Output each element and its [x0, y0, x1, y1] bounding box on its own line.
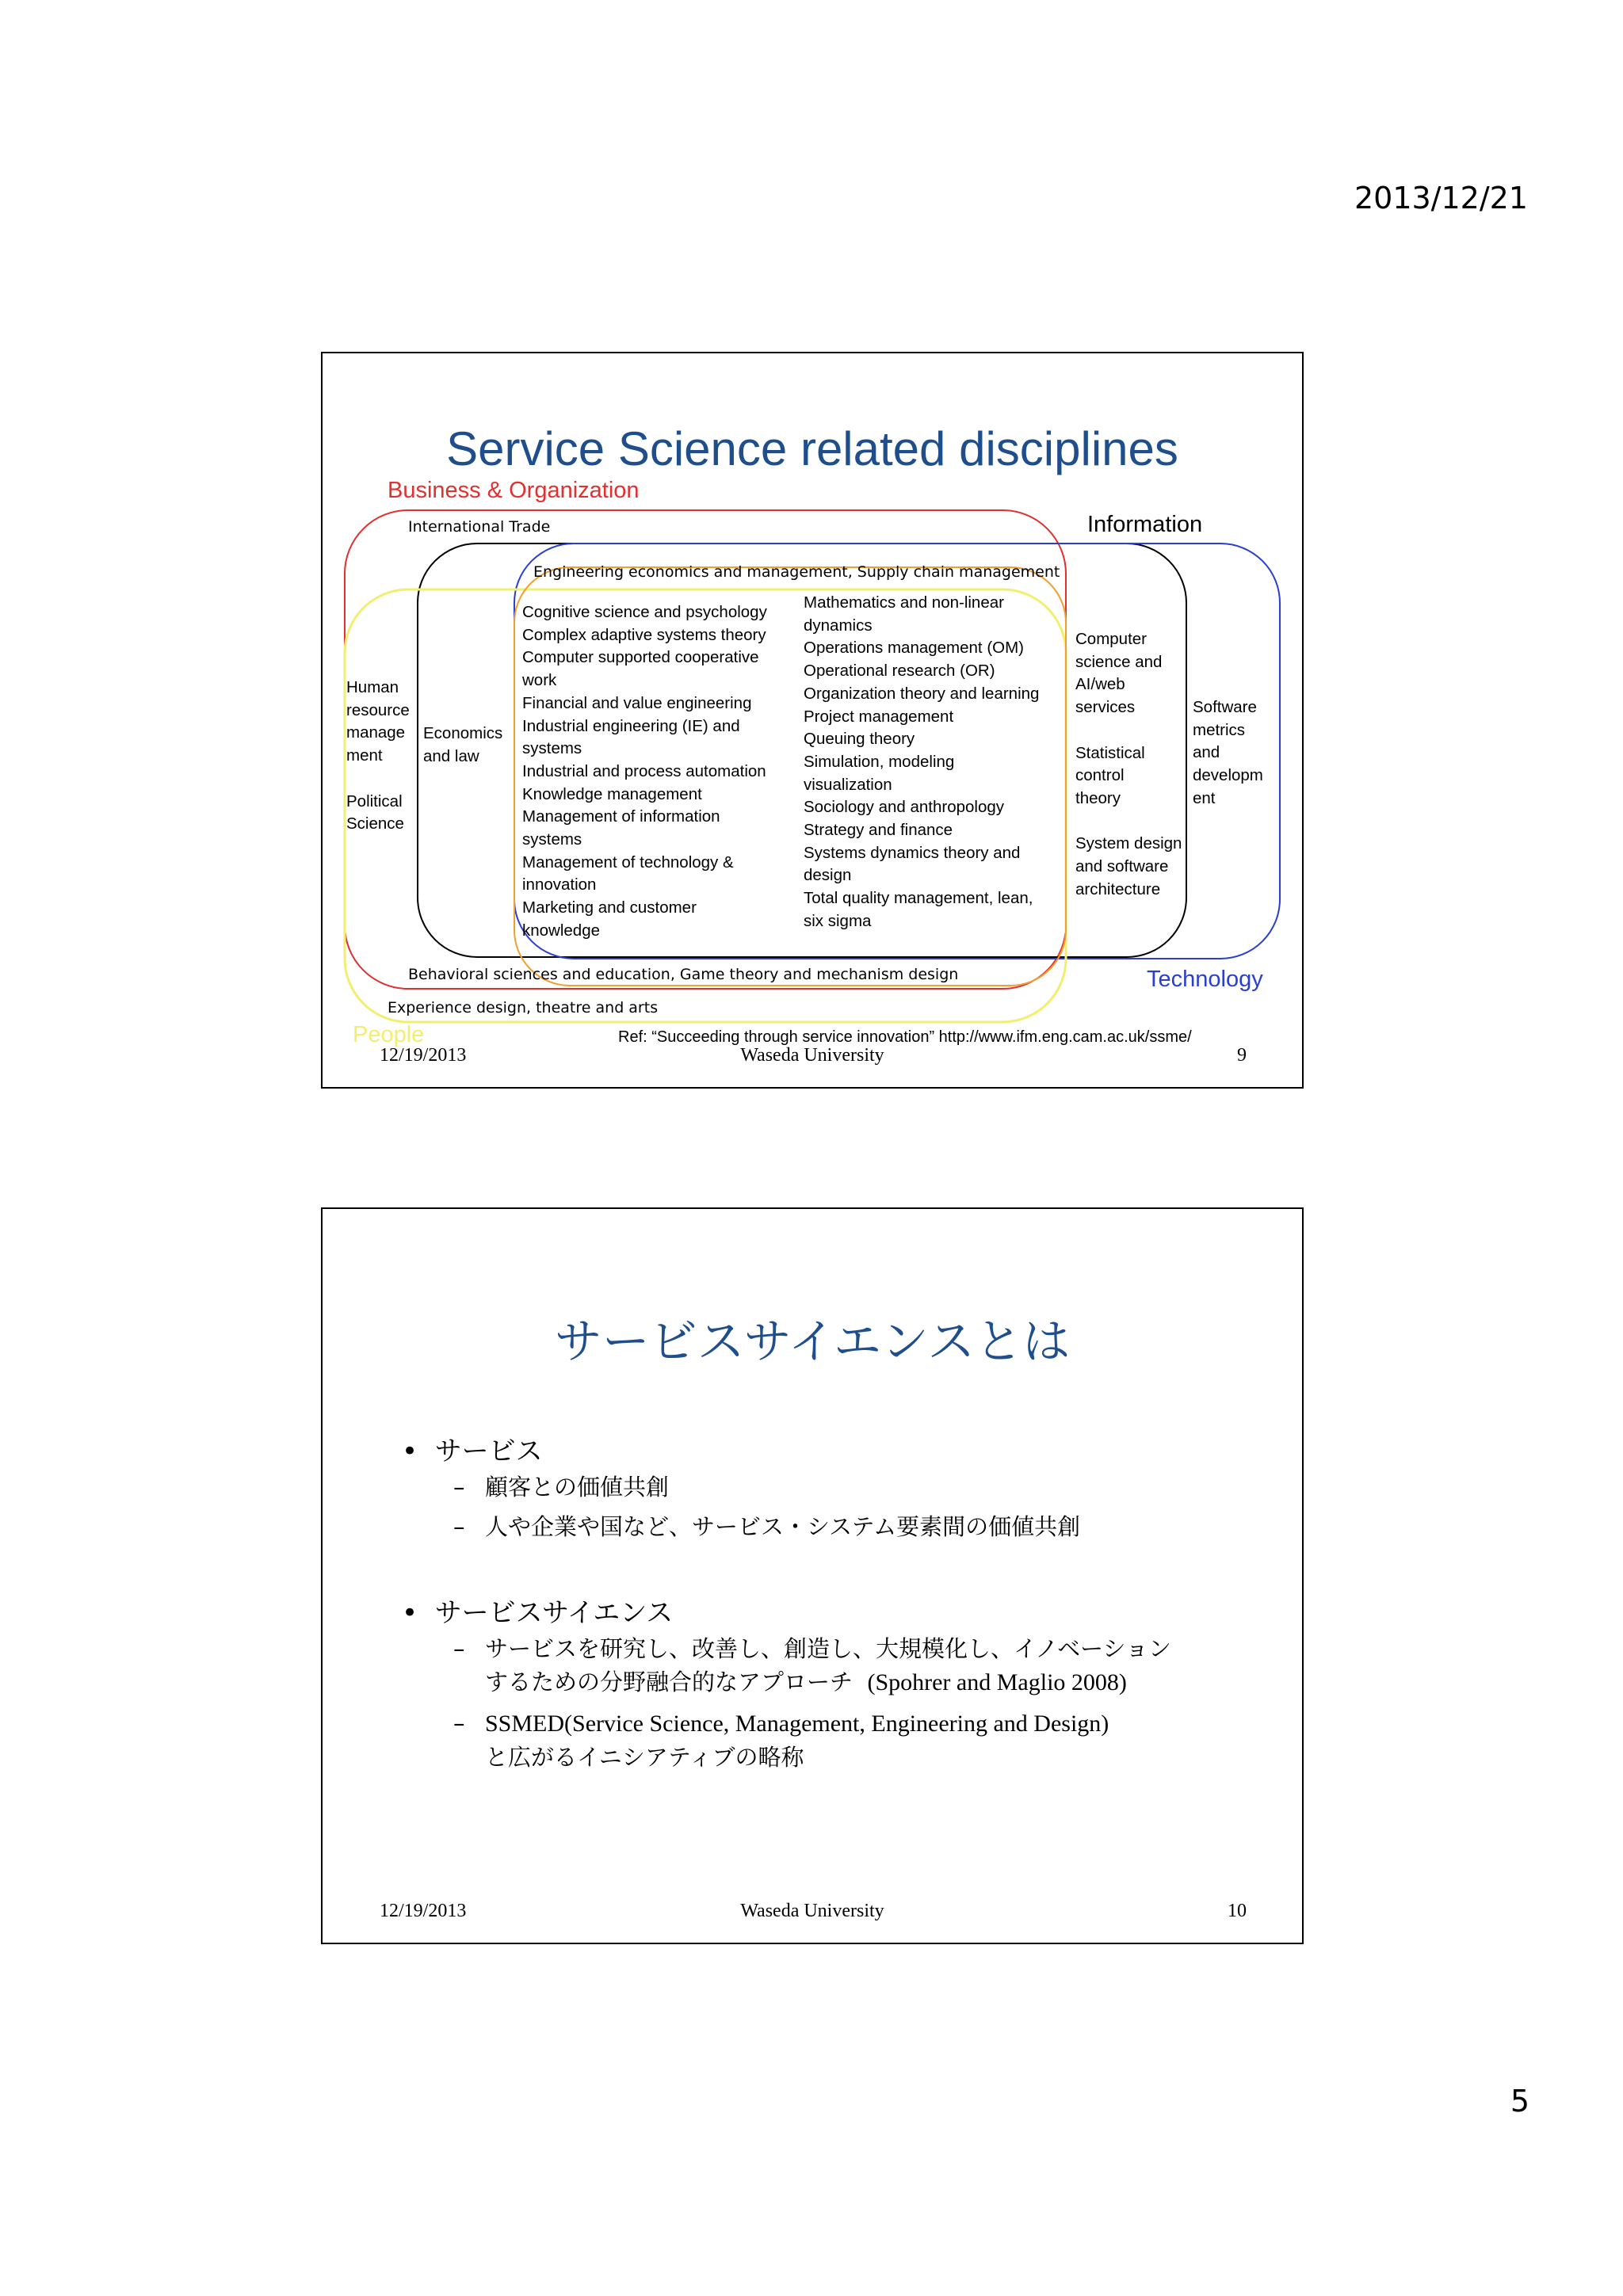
bullet-dot-icon: •	[402, 1436, 418, 1467]
footer-slide-number: 10	[1228, 1901, 1247, 1921]
cognitive-science-column: Cognitive science and psychology Complex adaptive systems theory Computer supported cooperative work Financial and value engineering Industrial engineering (IE) and systems Industrial and process automation Knowledge management Management of information systems Management of technology & innovation Marketing and customer knowledge	[522, 603, 767, 940]
slide-9	[321, 352, 1304, 1089]
footer-date: 12/19/2013	[380, 1045, 467, 1066]
dash-icon: –	[453, 1710, 465, 1737]
bullet-item	[402, 1429, 543, 1468]
sub-bullet-item	[453, 1470, 670, 1504]
bullet-dot-icon: •	[402, 1597, 418, 1629]
dash-icon: –	[453, 1513, 465, 1540]
dash-icon: –	[453, 1474, 465, 1501]
sub-bullet-item	[453, 1707, 1109, 1774]
footer-slide-number: 9	[1237, 1045, 1247, 1066]
computer-science-column: Computer science and AI/web services Statistical control theory System design and software architecture	[1075, 630, 1182, 898]
economics-law-column: Economics and law	[423, 724, 503, 765]
technology-label: Technology	[1147, 967, 1263, 992]
page-number: 5	[1510, 2084, 1529, 2119]
behavioral-sciences-text: Behavioral sciences and education, Game theory and mechanism design	[408, 966, 959, 983]
slide-10	[321, 1207, 1304, 1944]
slide-title: サービスサイエンスとは	[554, 1315, 1071, 1368]
software-metrics-column: Software metrics and developm ent	[1193, 698, 1263, 807]
engineering-economics-text: Engineering economics and management, Supply chain management	[533, 563, 1060, 581]
reference-text: Ref: “Succeeding through service innovation” http://www.ifm.eng.cam.ac.uk/ssme/	[618, 1028, 1192, 1046]
citation: (Spohrer and Maglio 2008)	[867, 1669, 1127, 1695]
business-organization-label: Business & Organization	[388, 478, 640, 503]
international-trade-text: International Trade	[408, 518, 551, 536]
experience-design-text: Experience design, theatre and arts	[388, 999, 659, 1016]
sub-bullet-text: サービスを研究し、改善し、創造し、大規模化し、イノベーション	[485, 1635, 1171, 1662]
sub-bullet-text: 顧客との価値共創	[485, 1474, 670, 1501]
dash-icon: –	[453, 1635, 465, 1662]
footer-org: Waseda University	[740, 1901, 884, 1921]
sub-bullet-text: SSMED(Service Science, Management, Engineering and Design)	[485, 1711, 1109, 1737]
bullet-label: サービス	[434, 1436, 543, 1467]
slide-title: Service Science related disciplines	[446, 422, 1178, 475]
information-label: Information	[1087, 512, 1203, 537]
mathematics-column: Mathematics and non-linear dynamics Operations management (OM) Operational research (OR) Organization theory and learning Project management Queuing theory Simulation, modeling visualization Sociology and anthropology Strategy and finance Systems dynamics theory and design Total quality management, lean, six sigma	[804, 593, 1040, 930]
footer-date: 12/19/2013	[380, 1901, 467, 1921]
sub-bullet-text-continued: するための分野融合的なアプローチ	[485, 1669, 854, 1695]
page-date: 2013/12/21	[1354, 181, 1528, 215]
sub-bullet-item	[453, 1510, 1081, 1543]
bullet-label: サービスサイエンス	[434, 1597, 674, 1629]
human-resource-column: Human resource manage ment Political Science	[346, 678, 410, 833]
sub-bullet-item	[453, 1632, 1171, 1699]
bullet-item	[402, 1591, 673, 1630]
sub-bullet-text-continued: と広がるイニシアティブの略称	[485, 1744, 804, 1771]
people-label: People	[353, 1022, 425, 1047]
footer-org: Waseda University	[740, 1045, 884, 1066]
sub-bullet-text: 人や企業や国など、サービス・システム要素間の価値共創	[485, 1513, 1081, 1540]
